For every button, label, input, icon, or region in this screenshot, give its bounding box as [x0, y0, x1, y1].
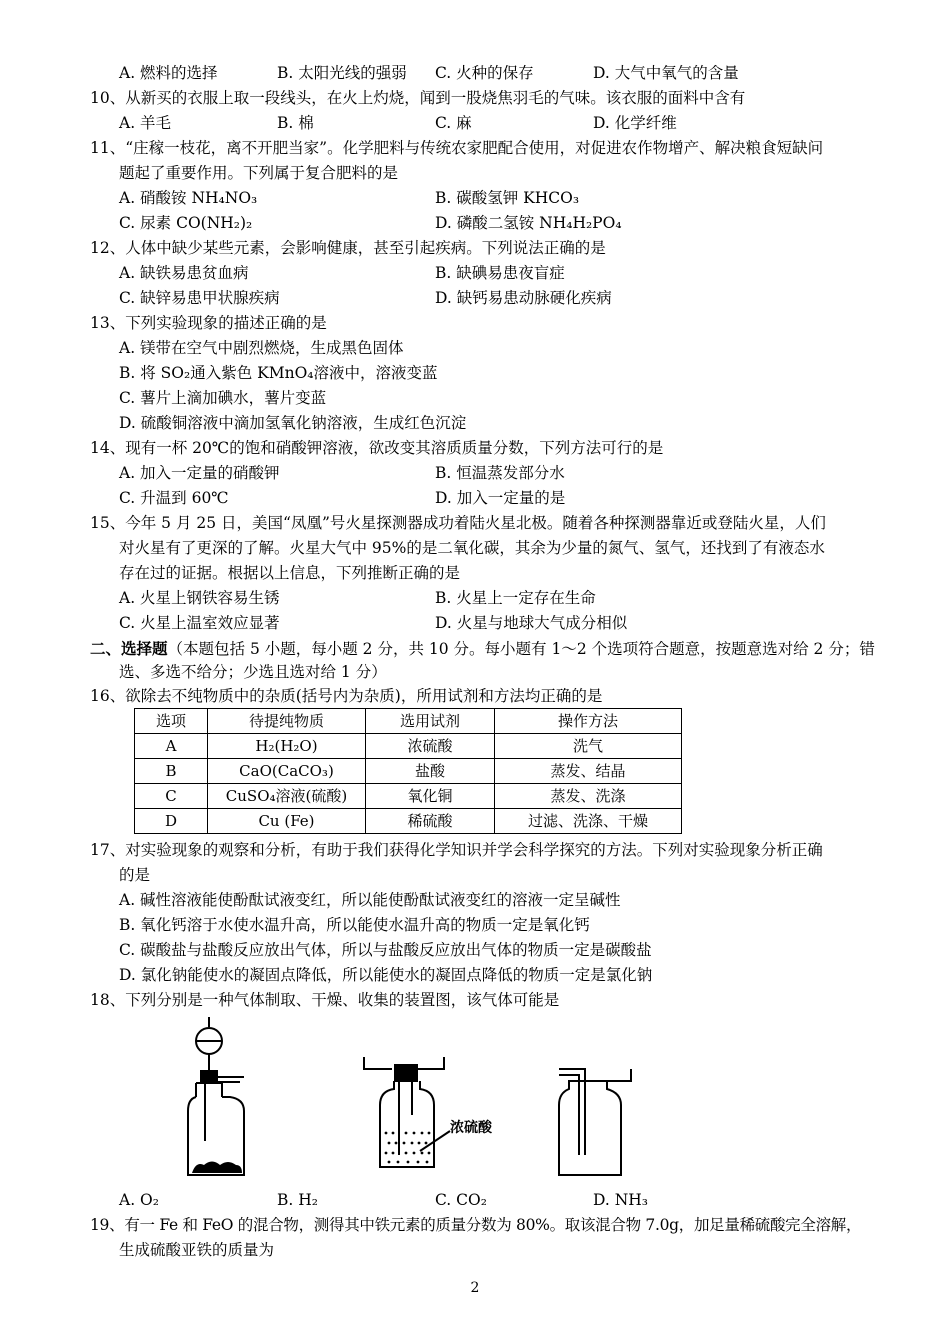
q14-option-a: A. 加入一定量的硝酸钾: [119, 464, 280, 482]
section2-desc-line2: 选、多选不给分；少选且选对给 1 分）: [119, 663, 387, 681]
q11-options-row2: [119, 211, 874, 236]
q16-stem: 16、欲除去不纯物质中的杂质(括号内为杂质)，所用试剂和方法均正确的是: [90, 687, 603, 705]
table-row: [135, 759, 682, 784]
table-cell: B: [135, 759, 208, 784]
table-cell: C: [135, 784, 208, 809]
table-cell: 盐酸: [366, 759, 495, 784]
q15-option-a: A. 火星上钢铁容易生锈: [119, 589, 280, 607]
q17-option-a: A. 碱性溶液能使酚酞试液变红，所以能使酚酞试液变红的溶液一定呈碱性: [119, 891, 621, 909]
q15-option-b: B. 火星上一定存在生命: [435, 589, 596, 607]
table-cell: A: [135, 734, 208, 759]
q13-option-d: D. 硫酸铜溶液中滴加氢氧化钠溶液，生成红色沉淀: [119, 414, 467, 432]
q14-option-b: B. 恒温蒸发部分水: [435, 464, 565, 482]
q19-stem-line1: 19、有一 Fe 和 FeO 的混合物，测得其中铁元素的质量分数为 80%。取该混合物 7.0g，加足量稀硫酸完全溶解，: [90, 1216, 862, 1234]
q11-option-c: C. 尿素 CO(NH₂)₂: [119, 214, 253, 232]
table-cell: 过滤、洗涤、干燥: [495, 809, 682, 834]
page-number: 2: [470, 1280, 480, 1296]
q10-stem: 10、从新买的衣服上取一段线头，在火上灼烧，闻到一股烧焦羽毛的气味。该衣服的面料中含有: [90, 89, 746, 107]
q18-option-b: B. H₂: [277, 1191, 318, 1209]
section2-desc-line1: （本题包括 5 小题，每小题 2 分，共 10 分。每小题有 1～2 个选项符合题意，按题意选对给 2 分；错: [167, 640, 875, 658]
table-cell: CaO(CaCO₃): [208, 759, 366, 784]
table-header-row: [135, 709, 682, 734]
q14-stem: 14、现有一杯 20℃的饱和硝酸钾溶液，欲改变其溶质质量分数，下列方法可行的是: [90, 439, 664, 457]
table-cell: 蒸发、结晶: [495, 759, 682, 784]
q18-option-c: C. CO₂: [435, 1191, 487, 1209]
q18-options: [119, 1188, 874, 1213]
q15-stem-line2: 对火星有了更深的了解。火星大气中 95%的是二氧化碳，其余为少量的氮气、氢气，还找到了有液态水: [119, 539, 825, 557]
q12-stem: 12、人体中缺少某些元素，会影响健康，甚至引起疾病。下列说法正确的是: [90, 239, 606, 257]
q10-option-d: D. 化学纤维: [593, 114, 677, 132]
table-row: [135, 734, 682, 759]
q17-stem-line1: 17、对实验现象的观察和分析，有助于我们获得化学知识并学会科学探究的方法。下列对实验现象分析正确: [90, 841, 823, 859]
drying-bottle-apparatus: [362, 1055, 502, 1175]
q10-option-c: C. 麻: [435, 114, 472, 132]
q14-options-row2: [119, 486, 874, 511]
q12-options-row1: [119, 261, 874, 286]
q9-option-d: D. 大气中氧气的含量: [593, 64, 739, 82]
table-row: [135, 809, 682, 834]
q18-option-d: D. NH₃: [593, 1191, 649, 1209]
table-cell: 浓硫酸: [366, 734, 495, 759]
q11-option-a: A. 硝酸铵 NH₄NO₃: [119, 189, 258, 207]
q11-stem-line2: 题起了重要作用。下列属于复合肥料的是: [119, 164, 399, 182]
q10-option-b: B. 棉: [277, 114, 314, 132]
q17-stem-line2: 的是: [119, 866, 151, 884]
q10-option-a: A. 羊毛: [119, 114, 172, 132]
section2-header: [90, 636, 874, 661]
table-cell: 稀硫酸: [366, 809, 495, 834]
q15-option-c: C. 火星上温室效应显著: [119, 614, 280, 632]
q9-options: [119, 61, 874, 86]
q14-option-c: C. 升温到 60℃: [119, 489, 229, 507]
q17-option-b: B. 氧化钙溶于水使水温升高，所以能使水温升高的物质一定是氧化钙: [119, 916, 590, 934]
table-cell: CuSO₄溶液(硫酸): [208, 784, 366, 809]
q12-option-a: A. 缺铁易患贫血病: [119, 264, 249, 282]
q12-option-d: D. 缺钙易患动脉硬化疾病: [435, 289, 612, 307]
table-header-cell: 选用试剂: [366, 709, 495, 734]
table-cell: Cu (Fe): [208, 809, 366, 834]
section2-title: 二、选择题: [90, 639, 168, 658]
q13-option-c: C. 薯片上滴加碘水，薯片变蓝: [119, 389, 327, 407]
q11-option-d: D. 磷酸二氢铵 NH₄H₂PO₄: [435, 214, 622, 232]
q14-options-row1: [119, 461, 874, 486]
q14-option-d: D. 加入一定量的是: [435, 489, 566, 507]
q16-table: [134, 708, 682, 834]
gas-collection-apparatus: [555, 1065, 635, 1180]
table-header-cell: 待提纯物质: [208, 709, 366, 734]
q15-option-d: D. 火星与地球大气成分相似: [435, 614, 628, 632]
table-cell: D: [135, 809, 208, 834]
q15-stem-line1: 15、今年 5 月 25 日，美国“凤凰”号火星探测器成功着陆火星北极。随着各种探测器靠近或登陆火星，人们: [90, 514, 826, 532]
q12-options-row2: [119, 286, 874, 311]
q13-option-a: A. 镁带在空气中剧烈燃烧，生成黑色固体: [119, 339, 404, 357]
q17-option-d: D. 氯化钠能使水的凝固点降低，所以能使水的凝固点降低的物质一定是氯化钠: [119, 966, 653, 984]
q9-option-a: A. 燃料的选择: [119, 64, 218, 82]
q15-options-row2: [119, 611, 874, 636]
q19-stem-line2: 生成硫酸亚铁的质量为: [119, 1241, 275, 1259]
q11-options-row1: [119, 186, 874, 211]
table-row: [135, 784, 682, 809]
q9-option-c: C. 火种的保存: [435, 64, 534, 82]
table-cell: 蒸发、洗涤: [495, 784, 682, 809]
q15-options-row1: [119, 586, 874, 611]
q12-option-c: C. 缺锌易患甲状腺疾病: [119, 289, 280, 307]
q15-stem-line3: 存在过的证据。根据以上信息，下列推断正确的是: [119, 564, 461, 582]
q17-option-c: C. 碳酸盐与盐酸反应放出气体，所以与盐酸反应放出气体的物质一定是碳酸盐: [119, 941, 652, 959]
q11-stem-line1: 11、“庄稼一枝花，离不开肥当家”。化学肥料与传统农家肥配合使用，对促进农作物增产、解决粮食短缺问: [90, 139, 824, 157]
table-cell: 氧化铜: [366, 784, 495, 809]
table-header-cell: 选项: [135, 709, 208, 734]
q13-stem: 13、下列实验现象的描述正确的是: [90, 314, 327, 332]
q11-option-b: B. 碳酸氢钾 KHCO₃: [435, 189, 580, 207]
table-cell: H₂(H₂O): [208, 734, 366, 759]
q18-option-a: A. O₂: [119, 1191, 159, 1209]
q10-options: [119, 111, 874, 136]
acid-label: 浓硫酸: [450, 1120, 492, 1136]
q9-option-b: B. 太阳光线的强弱: [277, 64, 407, 82]
gas-generator-apparatus: [182, 1015, 252, 1180]
q18-stem: 18、下列分别是一种气体制取、干燥、收集的装置图，该气体可能是: [90, 991, 560, 1009]
table-cell: 洗气: [495, 734, 682, 759]
table-header-cell: 操作方法: [495, 709, 682, 734]
q12-option-b: B. 缺碘易患夜盲症: [435, 264, 565, 282]
q13-option-b: B. 将 SO₂通入紫色 KMnO₄溶液中，溶液变蓝: [119, 364, 438, 382]
